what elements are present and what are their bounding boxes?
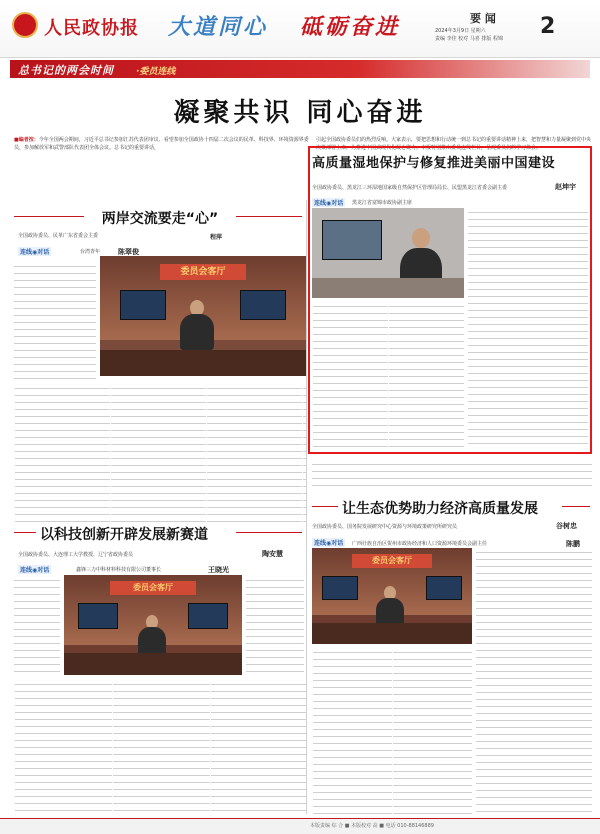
article1-text-lines bbox=[14, 262, 96, 380]
article1-lianxian-tag: 连线◉对话 bbox=[20, 249, 50, 256]
slogan-part1: 大道同心 bbox=[168, 15, 269, 40]
article3-photo bbox=[312, 548, 472, 644]
paper-name: 人民政协报 bbox=[44, 18, 139, 39]
art2-rule-right bbox=[236, 532, 302, 533]
article1-author: 程萍 bbox=[210, 234, 223, 241]
article1-byline: 全国政协委员、民革广东省委会主委 bbox=[18, 233, 99, 239]
art3-rule-right bbox=[562, 506, 590, 507]
editor-note-lead: ■编者按： bbox=[14, 137, 39, 143]
highlight-photo bbox=[312, 208, 464, 298]
art2-rule-left bbox=[14, 532, 36, 533]
art2-photo-sign: 委员会客厅 bbox=[110, 581, 196, 595]
footer-text: 本版责编 综 合 ■ 本版校对 高 ■ 电话 010-88146889 bbox=[310, 823, 434, 829]
highlight-org: 黑龙江省富锦市政协副主席 bbox=[352, 200, 413, 206]
editor-note bbox=[14, 136, 314, 188]
column-divider bbox=[306, 200, 307, 814]
highlight-author: 赵坤宇 bbox=[555, 183, 576, 191]
issue-meta: 责编 李佳 校对 马喜 排版 程锦 bbox=[435, 36, 503, 42]
main-headline: 凝聚共识 同心奋进 bbox=[173, 98, 427, 128]
highlight-text-block bbox=[312, 302, 464, 448]
art3-photo-sign: 委员会客厅 bbox=[352, 554, 432, 568]
slogan-part2: 砥砺奋进 bbox=[300, 15, 401, 40]
article1-text-block bbox=[14, 384, 306, 524]
article3-lianxian-tag: 连线◉对话 bbox=[314, 540, 344, 547]
page-number: 2 bbox=[540, 14, 556, 39]
article3-text-col-right bbox=[476, 548, 592, 814]
article2-lianxian-tag: 连线◉对话 bbox=[20, 567, 50, 574]
article3-org: 广西壮族自治区贺州市政协经济和人口资源环境委员会副主任 bbox=[352, 541, 488, 547]
article1-org: 台湾青年 bbox=[80, 249, 101, 255]
article3-byline: 全国政协委员、国务院发展研究中心资源与环境政策研究所研究员 bbox=[312, 524, 458, 530]
article3-title: 让生态优势助力经济高质量发展 bbox=[342, 501, 538, 517]
article2-byline: 全国政协委员、大连理工大学教授、辽宁省政协委员 bbox=[18, 552, 134, 558]
article2-author: 陶安慧 bbox=[262, 550, 283, 558]
topic-sub: ·委员连线 bbox=[136, 67, 176, 77]
article1-author2: 陈翠俊 bbox=[118, 248, 139, 256]
topic-label: 总书记的两会时间 bbox=[18, 64, 114, 77]
editor-note-text1: 今年全国两会期间，习近平总书记参加江苏代表团审议、看望参加全国政协十四届二次会议的民革、科技界、环境资源界委员，参加解放军和武警部队代表团全体会议。总书记的重要讲话， bbox=[14, 137, 309, 151]
issue-date: 2024年3月9日 星期六 bbox=[435, 28, 486, 34]
art3-rule-left bbox=[312, 506, 338, 507]
highlight-byline: 全国政协委员、黑龙江三环湿地国家级自然保护区管理局局长、民盟黑龙江省委会副主委 bbox=[312, 185, 508, 191]
section-name: 要 闻 bbox=[470, 12, 496, 25]
article2-org: 鑫锋三力中科材料科技有限公司董事长 bbox=[76, 567, 162, 573]
highlight-text-col-right bbox=[468, 208, 588, 448]
photo-sign: 委员会客厅 bbox=[160, 264, 246, 280]
article2-photo bbox=[64, 575, 242, 675]
footer-bar bbox=[0, 818, 600, 834]
article2-title: 以科技创新开辟发展新赛道 bbox=[40, 527, 208, 543]
article2-text-block bbox=[14, 680, 306, 814]
highlight-title: 高质量湿地保护与修复推进美丽中国建设 bbox=[312, 156, 556, 171]
article3-author2: 陈鹏 bbox=[566, 540, 580, 548]
article3-author: 谷树忠 bbox=[556, 522, 577, 530]
emblem-icon bbox=[12, 12, 38, 38]
article2-author2: 王晓光 bbox=[208, 566, 229, 574]
article3-text-block bbox=[312, 648, 472, 814]
article2-text-col-left bbox=[14, 576, 60, 676]
editor-note-continued: 引起全国政协委员们的热烈反响。大家表示，要把思想和行动统一到总书记的重要讲话精神上来，把智慧和力量凝聚到党中央决策部署上来，为推进中国式现代化凝心聚力。本报特别推出委员连线栏目，呈现委员们的学习体会。 bbox=[316, 137, 591, 151]
article1-photo bbox=[100, 256, 306, 376]
article1-title: 两岸交流要走“心” bbox=[101, 211, 219, 227]
highlight-lianxian-tag: 连线◉对话 bbox=[314, 200, 344, 207]
right-text-filler bbox=[312, 460, 592, 488]
article2-text-col-right bbox=[246, 576, 304, 676]
